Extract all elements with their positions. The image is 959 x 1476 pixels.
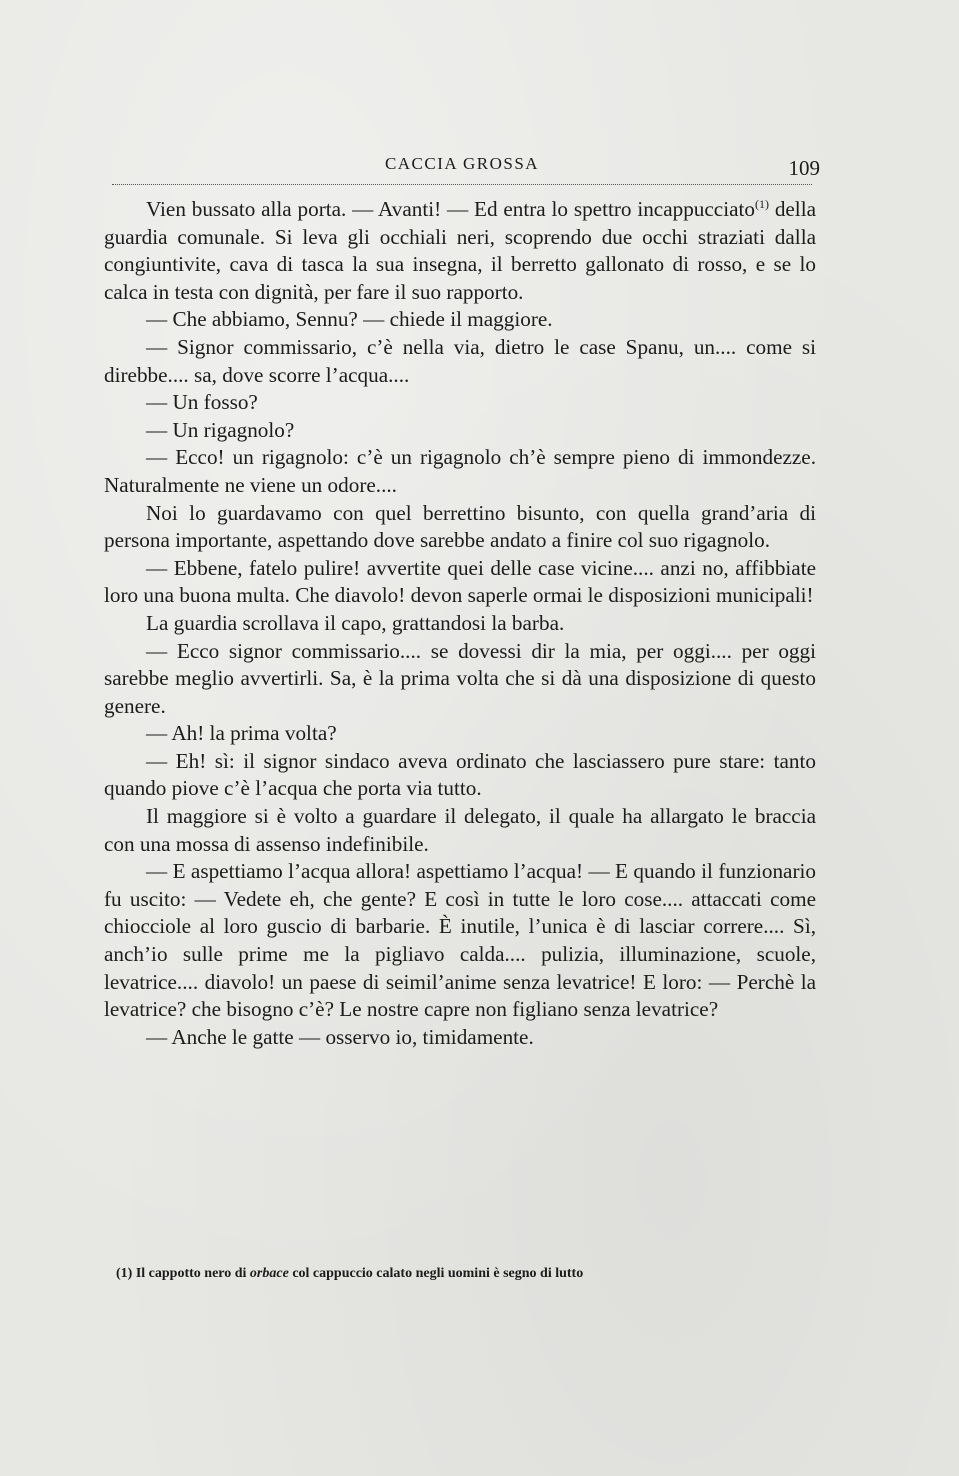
running-title: CACCIA GROSSA [384,154,540,173]
footnote-text-italic: orbace [249,1266,289,1281]
body-text [104,196,816,1051]
paragraph: — Anche le gatte — osservo io, timidamente. [146,1024,534,1049]
paragraph: — Ecco! un rigagnolo: c’è un rigagnolo ch’è sempre pieno di immondezze. Naturalmente ne viene un odore.... [104,445,816,497]
paragraph: Il maggiore si è volto a guardare il delegato, il quale ha allargato le braccia con una mossa di assenso indefinibile. [104,804,816,856]
paragraph: — Ah! la prima volta? [146,721,337,746]
header-rule [112,184,812,185]
paragraph [104,196,816,306]
paragraph: — Che abbiamo, Sennu? — chiede il maggiore. [146,307,553,332]
paragraph-text: della guardia comunale. Si leva gli occhiali neri, scoprendo due occhi straziati dalla congiuntivite, cava di tasca la sua insegna, il berretto gallonato di rosso, e se lo calca in testa con dignità, per fare il suo rapporto. [104,197,816,304]
footnote-text-after: col cappuccio calato negli uomini è segno di lutto [292,1266,584,1281]
paragraph: — E aspettiamo l’acqua allora! aspettiamo l’acqua! — E quando il funzionario fu uscito: — Vedete eh, che gente? E così in tutte le loro cose.... attaccati come chiocciole al loro guscio di barbarie. È inutile, l’unica è di lasciar correre.... Sì, anch’io sulle prime me la pigliavo calda.... pulizia, illuminazione, scuole, levatrice.... diavolo! un paese di seimil’anime senza levatrice! E loro: — Perchè la levatrice? che bisogno c’è? Le nostre capre non figliano senza levatrice? [104,859,816,1022]
paragraph: — Un fosso? [146,390,258,415]
footnote [116,1264,816,1284]
paragraph: — Ebbene, fatelo pulire! avvertite quei delle case vicine.... anzi no, affibbiate loro una buona multa. Che diavolo! devon saperle ormai le disposizioni municipali! [104,555,816,608]
footnote-number: (1) [116,1266,133,1281]
paragraph: — Ecco signor commissario.... se dovessi dir la mia, per oggi.... per oggi sarebbe meglio avvertirli. Sa, è la prima volta che si dà una disposizione di questo genere. [104,638,816,718]
paragraph: La guardia scrollava il capo, grattandosi la barba. [146,610,565,635]
footnote-text-before: Il cappotto nero di [135,1266,247,1281]
page-number: 109 [788,156,820,180]
paragraph: Noi lo guardavamo con quel berrettino bisunto, con quella grand’aria di persona importante, aspettando dove sarebbe andato a finire col suo rigagnolo. [104,500,816,553]
page-header [104,154,820,184]
paragraph: — Signor commissario, c’è nella via, dietro le case Spanu, un.... come si direbbe.... sa, dove scorre l’acqua.... [104,334,816,387]
paragraph-text: Vien bussato alla porta. — Avanti! — Ed entra lo spettro incappucciato [146,197,755,221]
paragraph: — Eh! sì: il signor sindaco aveva ordinato che lasciassero pure stare: tanto quando piove c’è l’acqua che porta via tutto. [104,748,816,801]
footnote-marker: (1) [754,196,769,211]
paragraph: — Un rigagnolo? [146,417,295,442]
